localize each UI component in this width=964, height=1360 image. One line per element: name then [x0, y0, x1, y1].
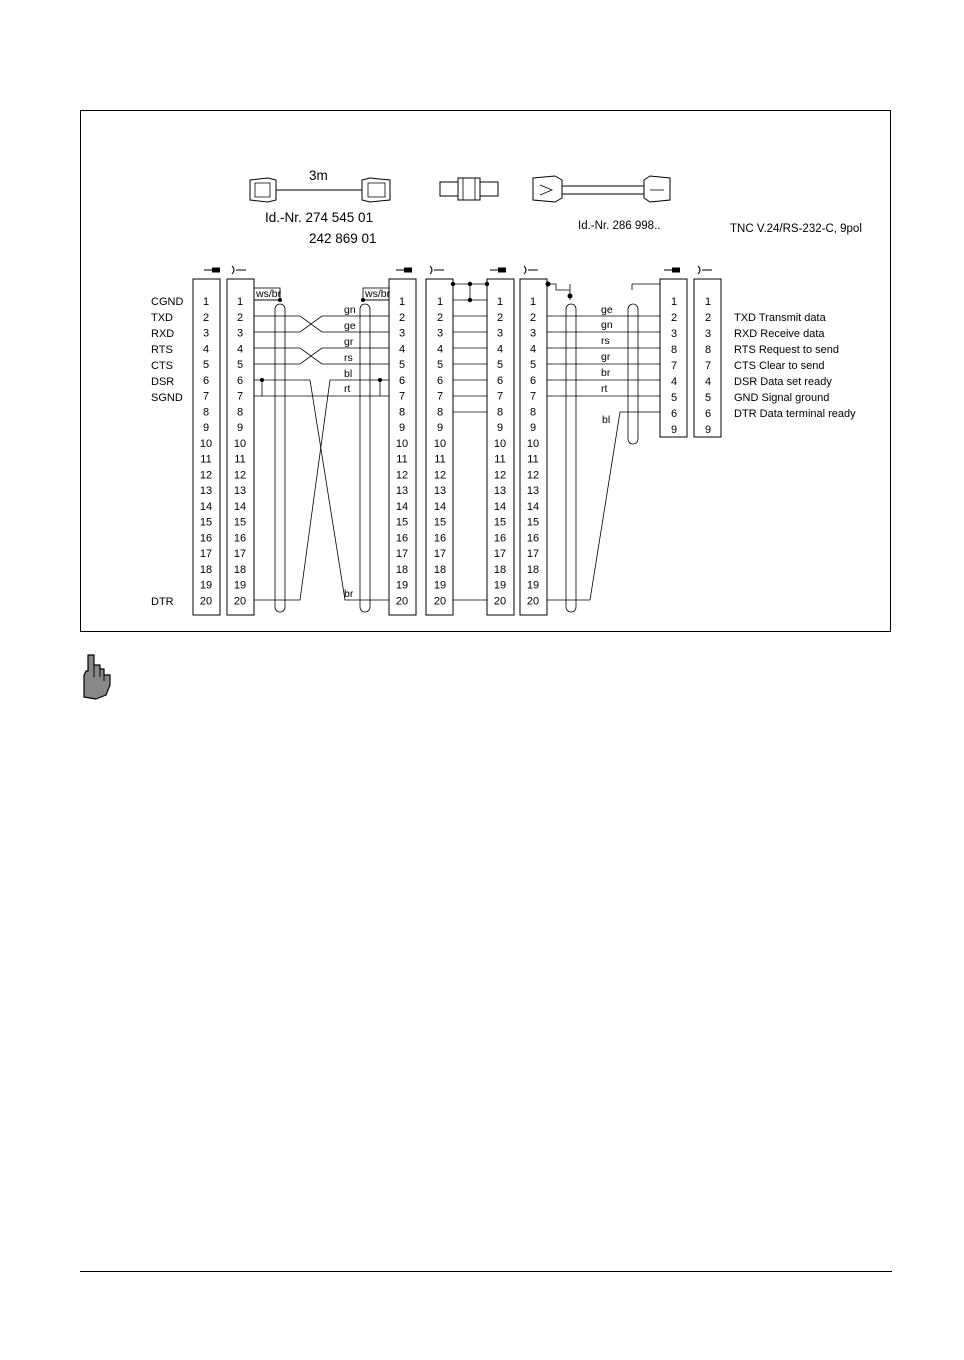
pin-number: 3 [529, 327, 537, 340]
tnc-signal-cts: CTS Clear to send [734, 360, 825, 372]
pin-number: 9 [496, 422, 504, 434]
pin-number: 15 [233, 516, 247, 529]
pin-number: 6 [436, 374, 444, 387]
pin-number: 6 [496, 374, 504, 387]
pin-number: 19 [526, 579, 540, 592]
pin-number: 5 [496, 359, 504, 371]
pin-number-9pol: 6 [670, 408, 678, 420]
pin-number: 8 [496, 406, 504, 419]
pin-number: 1 [398, 296, 406, 308]
pin-number: 4 [398, 343, 406, 356]
wire-rs: rs [344, 352, 353, 364]
pin-number: 17 [395, 548, 409, 560]
pin-number: 20 [526, 595, 540, 608]
pin-number: 11 [396, 453, 408, 466]
pin-number: 16 [233, 532, 247, 545]
wire2-gr: gr [601, 351, 611, 363]
pin-number: 14 [526, 500, 540, 513]
pin-number: 16 [433, 532, 447, 545]
pin-number: 7 [529, 390, 537, 403]
pin-number: 9 [398, 422, 406, 434]
pin-number: 16 [199, 532, 213, 545]
pin-number: 6 [529, 374, 537, 387]
pin-number: 9 [202, 422, 210, 434]
pin-number: 15 [493, 516, 507, 529]
pin-number-9pol: 9 [704, 424, 712, 436]
pin-number-9pol: 2 [704, 312, 712, 324]
pin-number: 10 [395, 437, 409, 450]
wire-ge: ge [344, 320, 356, 332]
pin-number: 15 [433, 516, 447, 529]
pin-number: 6 [236, 374, 244, 387]
pin-number: 7 [202, 390, 210, 403]
connector-blocks [193, 279, 721, 615]
pin-number: 17 [199, 548, 213, 560]
pin-number-9pol: 5 [670, 392, 678, 404]
pin-number-9pol: 7 [670, 360, 678, 372]
pin-number: 18 [433, 563, 447, 576]
cable-1-id-2: 242 869 01 [309, 231, 377, 246]
pin-number: 14 [395, 500, 409, 513]
pin-number: 10 [433, 437, 447, 450]
pin-number: 10 [493, 437, 507, 450]
pin-number-9pol: 8 [704, 344, 712, 356]
pin-number-9pol: 7 [704, 360, 712, 372]
pin-number: 19 [395, 579, 409, 592]
pin-number: 5 [529, 359, 537, 371]
pin-number: 17 [433, 548, 447, 560]
pin-number: 19 [199, 579, 213, 592]
pin-number-9pol: 4 [704, 376, 712, 388]
cable-2-id: Id.-Nr. 286 998.. [578, 220, 661, 232]
pin-number: 1 [236, 296, 244, 308]
pin-number: 13 [526, 485, 540, 497]
pin-number: 15 [395, 516, 409, 529]
pin-number: 7 [236, 390, 244, 403]
pin-number: 13 [395, 485, 409, 497]
pin-number: 11 [234, 453, 246, 466]
pin-number: 12 [233, 469, 247, 482]
footer-rule [80, 1271, 892, 1272]
pin-number: 8 [436, 406, 444, 419]
pin-number: 6 [202, 374, 210, 387]
pin-number: 16 [493, 532, 507, 545]
pin-number: 3 [436, 327, 444, 340]
cable-2-illustration [533, 176, 670, 202]
pin-number: 11 [434, 453, 446, 466]
pin-number: 11 [494, 453, 506, 466]
wire2-rt: rt [601, 383, 608, 395]
pin-number: 17 [493, 548, 507, 560]
pin-number: 4 [236, 343, 244, 356]
pin-number: 1 [436, 296, 444, 308]
wire2-br: br [601, 367, 611, 379]
pin-number: 9 [436, 422, 444, 434]
wire-rt: rt [344, 383, 351, 395]
pin-number: 10 [199, 437, 213, 450]
pin-number: 8 [529, 406, 537, 419]
adapter-illustration [440, 178, 498, 200]
pin-number-9pol: 3 [670, 328, 678, 340]
pin-number: 18 [493, 563, 507, 576]
tnc-signal-gnd: GND Signal ground [734, 392, 830, 404]
tnc-signal-rts: RTS Request to send [734, 344, 839, 356]
signal-rts: RTS [151, 344, 173, 356]
pin-numbers-25 [200, 296, 539, 607]
pin-number: 2 [202, 311, 210, 324]
pin-number-9pol: 9 [670, 424, 678, 436]
tnc-signal-dtr: DTR Data terminal ready [734, 408, 856, 420]
pin-number: 18 [233, 563, 247, 576]
pin-number: 3 [496, 327, 504, 340]
tnc-label: TNC V.24/RS-232-C, 9pol [730, 223, 862, 235]
pin-number: 19 [433, 579, 447, 592]
pin-number: 12 [493, 469, 507, 482]
wire2-gn: gn [601, 319, 613, 331]
pin-number: 18 [395, 563, 409, 576]
pin-number: 8 [236, 406, 244, 419]
pin-number: 5 [202, 359, 210, 371]
wire-gr: gr [344, 336, 354, 348]
pin-number: 20 [433, 595, 447, 608]
pin-numbers-9 [671, 296, 711, 436]
pin-number: 9 [236, 422, 244, 434]
signal-txd: TXD [151, 312, 173, 324]
pin-number: 7 [496, 390, 504, 403]
pin-number: 14 [433, 500, 447, 513]
pin-number: 12 [395, 469, 409, 482]
pin-number: 20 [395, 595, 409, 608]
pin-number: 13 [233, 485, 247, 497]
wire2-bl: bl [602, 414, 611, 426]
wire-ws-br-2: ws/br [365, 288, 391, 300]
pin-number: 18 [526, 563, 540, 576]
pin-number: 5 [436, 359, 444, 371]
pin-number-9pol: 5 [704, 392, 712, 404]
cable-1-id: Id.-Nr. 274 545 01 [265, 210, 374, 225]
pin-number: 2 [436, 311, 444, 324]
pin-number: 14 [493, 500, 507, 513]
signal-sgnd: SGND [151, 392, 183, 404]
cable-1-wiring [254, 288, 389, 612]
pin-number: 2 [496, 311, 504, 324]
pin-number: 8 [398, 406, 406, 419]
pin-number: 3 [398, 327, 406, 340]
pin-number: 12 [199, 469, 213, 482]
pin-number: 19 [233, 579, 247, 592]
pin-number: 19 [493, 579, 507, 592]
wire-bl: bl [344, 368, 353, 380]
pin-number: 4 [202, 343, 210, 356]
pin-number: 11 [200, 453, 212, 466]
pin-number: 7 [398, 390, 406, 403]
pin-number: 14 [233, 500, 247, 513]
pin-number: 4 [529, 343, 537, 356]
cable-1-length: 3m [309, 168, 328, 183]
pin-number: 4 [436, 343, 444, 356]
tnc-signal-rxd: RXD Receive data [734, 328, 825, 340]
pin-number: 14 [199, 500, 213, 513]
pin-number: 13 [199, 485, 213, 497]
pin-number: 12 [433, 469, 447, 482]
pin-number: 17 [233, 548, 247, 560]
pin-number: 18 [199, 563, 213, 576]
pin-number-9pol: 8 [670, 344, 678, 356]
cable-2-wiring [546, 282, 661, 613]
pin-number: 13 [493, 485, 507, 497]
signal-cts: CTS [151, 360, 173, 372]
pin-number: 20 [199, 595, 213, 608]
wire-br: br [344, 588, 354, 600]
tnc-signal-txd: TXD Transmit data [734, 312, 826, 324]
pin-number: 10 [233, 437, 247, 450]
pin-number: 13 [433, 485, 447, 497]
pin-number-9pol: 2 [670, 312, 678, 324]
pin-number: 20 [233, 595, 247, 608]
pin-number: 15 [526, 516, 540, 529]
wire-ws-br-1: ws/br [256, 288, 282, 300]
pin-number: 4 [496, 343, 504, 356]
pin-number: 7 [436, 390, 444, 403]
pin-number-9pol: 3 [704, 328, 712, 340]
signal-dsr: DSR [151, 376, 175, 388]
pin-number: 5 [398, 359, 406, 371]
tnc-signal-dsr: DSR Data set ready [734, 376, 832, 388]
pin-number: 16 [526, 532, 540, 545]
pin-number-9pol: 6 [704, 408, 712, 420]
signal-dtr: DTR [151, 596, 174, 608]
pin-number: 1 [496, 296, 504, 308]
pin-number: 15 [199, 516, 213, 529]
pin-number: 9 [529, 422, 537, 434]
wire-gn: gn [344, 304, 356, 316]
pin-number: 10 [526, 437, 540, 450]
pin-number-9pol: 1 [704, 296, 712, 308]
pin-number: 17 [526, 548, 540, 560]
pin-number: 2 [398, 311, 406, 324]
adapter-wiring [451, 282, 489, 600]
pin-number: 20 [493, 595, 507, 608]
pin-number: 3 [236, 327, 244, 340]
pin-number: 1 [529, 296, 537, 308]
signal-rxd: RXD [151, 328, 175, 340]
signal-cgnd: CGND [151, 296, 184, 308]
pin-number-9pol: 1 [670, 296, 678, 308]
pin-number: 6 [398, 374, 406, 387]
pointing-hand-icon [84, 655, 110, 699]
connector-symbols [204, 266, 712, 274]
pin-number: 16 [395, 532, 409, 545]
pin-number: 1 [202, 296, 210, 308]
pin-number: 2 [236, 311, 244, 324]
wire2-ge: ge [601, 304, 613, 316]
pin-number-9pol: 4 [670, 376, 678, 388]
pin-number: 3 [202, 327, 210, 340]
wire2-rs: rs [601, 335, 610, 347]
pin-number: 5 [236, 359, 244, 371]
pin-number: 12 [526, 469, 540, 482]
pin-number: 8 [202, 406, 210, 419]
pin-number: 11 [527, 453, 539, 466]
pin-number: 2 [529, 311, 537, 324]
